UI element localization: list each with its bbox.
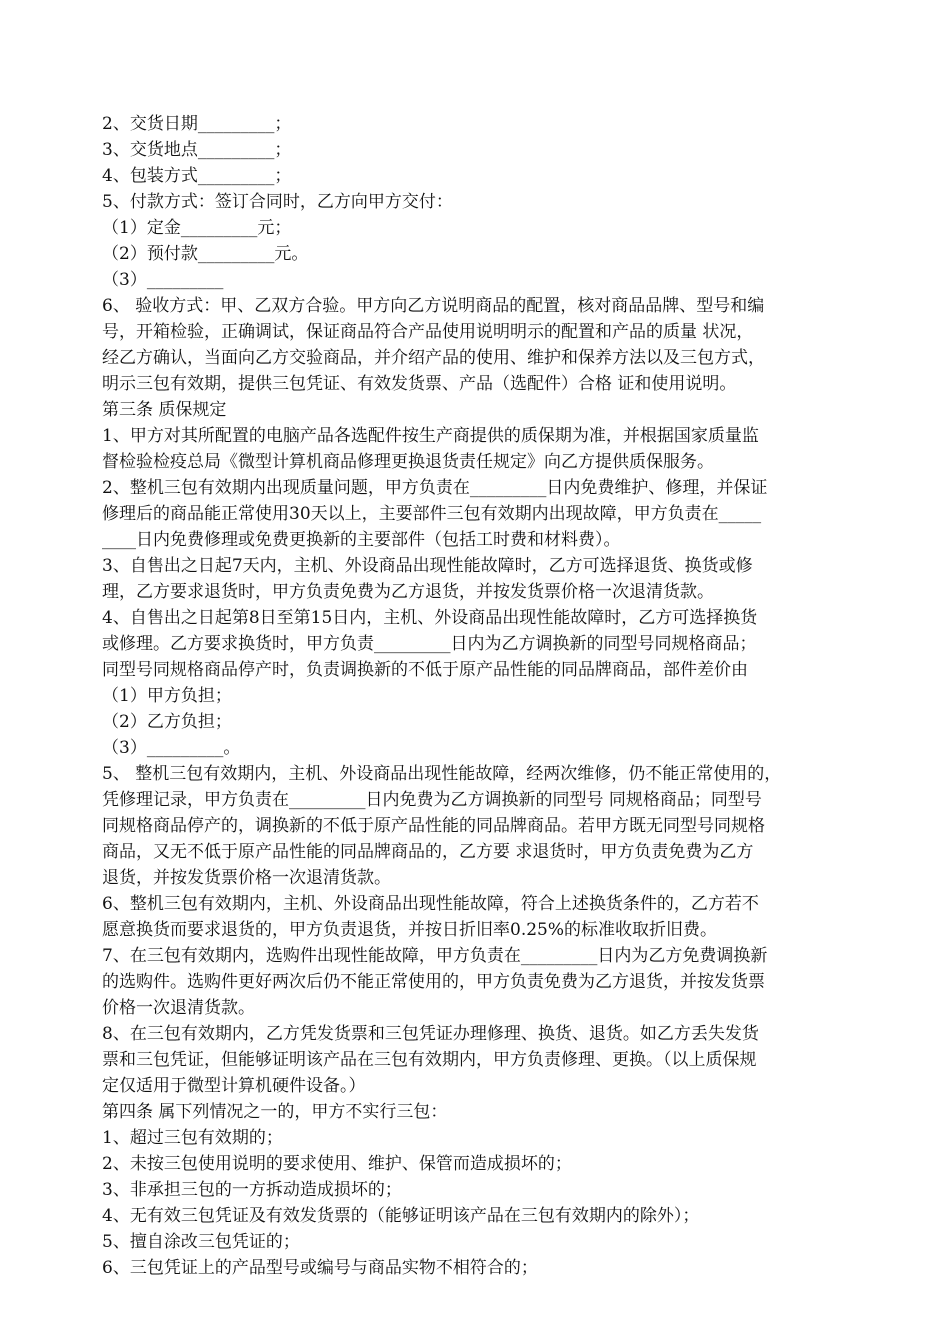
text-line: 2、整机三包有效期内出现质量问题，甲方负责在_________日内免费维护、修理，并保证 bbox=[102, 478, 768, 498]
text-line: 价格一次退清货款。 bbox=[102, 998, 255, 1018]
text-line: 经乙方确认，当面向乙方交验商品，并介绍产品的使用、维护和保养方法以及三包方式， bbox=[102, 348, 765, 368]
text-line: 4、包装方式_________； bbox=[102, 166, 292, 186]
text-line: 督检验检疫总局《微型计算机商品修理更换退货责任规定》向乙方提供质保服务。 bbox=[102, 452, 714, 472]
text-line: 或修理。乙方要求换货时，甲方负责_________日内为乙方调换新的同型号同规格商品； bbox=[102, 634, 757, 654]
text-line: 6、三包凭证上的产品型号或编号与商品实物不相符合的； bbox=[102, 1258, 538, 1278]
text-line: 商品，又无不低于原产品性能的同品牌商品的，乙方要 求退货时，甲方负责免费为乙方 bbox=[102, 842, 754, 862]
text-line: 修理后的商品能正常使用30天以上，主要部件三包有效期内出现故障，甲方负责在_____ bbox=[102, 504, 762, 524]
text-line: 6、 验收方式：甲、乙双方合验。甲方向乙方说明商品的配置，核对商品品牌、型号和编 bbox=[102, 296, 765, 316]
text-line: （1）甲方负担； bbox=[102, 686, 232, 706]
text-line: 1、超过三包有效期的； bbox=[102, 1128, 283, 1148]
text-line: （3）_________。 bbox=[102, 738, 241, 758]
text-line: 6、整机三包有效期内，主机、外设商品出现性能故障，符合上述换货条件的，乙方若不 bbox=[102, 894, 759, 914]
text-line: 5、 整机三包有效期内，主机、外设商品出现性能故障，经两次维修，仍不能正常使用的， bbox=[102, 764, 782, 784]
text-line: ____日内免费修理或免费更换新的主要部件（包括工时费和材料费）。 bbox=[102, 530, 621, 550]
text-line: 3、自售出之日起7天内，主机、外设商品出现性能故障时，乙方可选择退货、换货或修 bbox=[102, 556, 753, 576]
text-line: （2）乙方负担； bbox=[102, 712, 232, 732]
text-line: 明示三包有效期，提供三包凭证、有效发货票、产品（选配件）合格 证和使用说明。 bbox=[102, 374, 737, 394]
text-line: 同规格商品停产的，调换新的不低于原产品性能的同品牌商品。若甲方既无同型号同规格 bbox=[102, 816, 765, 836]
text-line: 理，乙方要求退货时，甲方负责免费为乙方退货，并按发货票价格一次退清货款。 bbox=[102, 582, 714, 602]
text-line: 5、付款方式：签订合同时，乙方向甲方交付： bbox=[102, 192, 453, 212]
text-line: 3、非承担三包的一方拆动造成损坏的； bbox=[102, 1180, 402, 1200]
text-line: 2、交货日期_________； bbox=[102, 114, 292, 134]
text-line: 定仅适用于微型计算机硬件设备。） bbox=[102, 1076, 366, 1096]
text-line: 7、在三包有效期内，选购件出现性能故障，甲方负责在_________日内为乙方免费调换新 bbox=[102, 946, 768, 966]
text-line: 的选购件。选购件更好两次后仍不能正常使用的，甲方负责免费为乙方退货，并按发货票 bbox=[102, 972, 765, 992]
text-line: 退货，并按发货票价格一次退清货款。 bbox=[102, 868, 391, 888]
text-line: 1、甲方对其所配置的电脑产品各选配件按生产商提供的质保期为准，并根据国家质量监 bbox=[102, 426, 759, 446]
text-line: 票和三包凭证，但能够证明该产品在三包有效期内，甲方负责修理、更换。（以上质保规 bbox=[102, 1050, 757, 1070]
text-line: 号，开箱检验，正确调试，保证商品符合产品使用说明明示的配置和产品的质量 状况， bbox=[102, 322, 754, 342]
text-line: 4、无有效三包凭证及有效发货票的（能够证明该产品在三包有效期内的除外）； bbox=[102, 1206, 700, 1226]
contract-text bbox=[102, 111, 882, 1281]
text-line: 2、未按三包使用说明的要求使用、维护、保管而造成损坏的； bbox=[102, 1154, 572, 1174]
text-line: （3）_________ bbox=[102, 270, 224, 290]
text-line: （2）预付款_________元。 bbox=[102, 244, 309, 264]
text-line: 3、交货地点_________； bbox=[102, 140, 292, 160]
text-line: 4、自售出之日起第8日至第15日内，主机、外设商品出现性能故障时，乙方可选择换货 bbox=[102, 608, 758, 628]
text-line: 第四条 属下列情况之一的，甲方不实行三包： bbox=[102, 1102, 448, 1122]
text-line: （1）定金_________元； bbox=[102, 218, 292, 238]
text-line: 第三条 质保规定 bbox=[102, 400, 227, 420]
text-line: 5、擅自涂改三包凭证的； bbox=[102, 1232, 300, 1252]
text-line: 愿意换货而要求退货的，甲方负责退货，并按日折旧率0.25%的标准收取折旧费。 bbox=[102, 920, 718, 940]
text-line: 同型号同规格商品停产时，负责调换新的不低于原产品性能的同品牌商品，部件差价由 bbox=[102, 660, 748, 680]
text-line: 凭修理记录，甲方负责在_________日内免费为乙方调换新的同型号 同规格商品；同型号 bbox=[102, 790, 762, 810]
text-line: 8、在三包有效期内，乙方凭发货票和三包凭证办理修理、换货、退货。如乙方丢失发货 bbox=[102, 1024, 759, 1044]
